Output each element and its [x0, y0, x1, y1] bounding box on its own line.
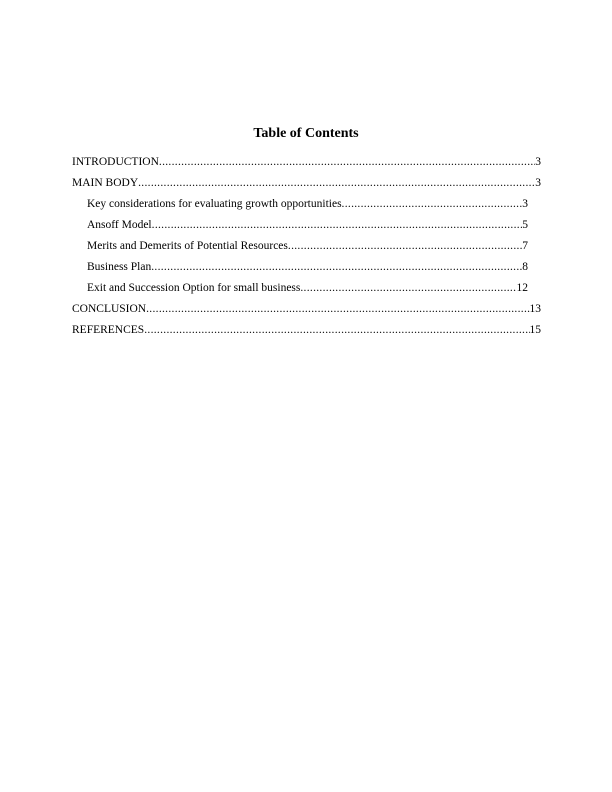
dot-leader	[159, 155, 535, 169]
toc-entry-label: CONCLUSION	[72, 303, 147, 315]
toc-entry-ansoff-model[interactable]	[87, 218, 528, 232]
toc-entry-main-body[interactable]	[72, 176, 541, 190]
toc-page-number: 12	[516, 282, 528, 294]
toc-entry-label: Ansoff Model	[87, 219, 152, 231]
toc-entry-label: Key considerations for evaluating growth opportunities	[87, 198, 342, 210]
dot-leader	[342, 197, 523, 211]
toc-entry-label: Business Plan	[87, 261, 152, 273]
dot-leader	[152, 218, 523, 232]
toc-page-number: 8	[522, 261, 528, 273]
toc-page-number: 3	[535, 156, 541, 168]
dot-leader	[146, 302, 529, 316]
toc-page-number: 15	[529, 324, 541, 336]
toc-entry-label: REFERENCES	[72, 324, 145, 336]
dot-leader	[138, 176, 535, 190]
dot-leader	[144, 323, 529, 337]
toc-entry-exit-succession[interactable]	[87, 281, 528, 295]
toc-page-number: 13	[529, 303, 541, 315]
toc-entry-introduction[interactable]	[72, 155, 541, 169]
dot-leader	[300, 281, 516, 295]
toc-entry-key-considerations[interactable]	[87, 197, 528, 211]
toc-entry-business-plan[interactable]	[87, 260, 528, 274]
dot-leader	[288, 239, 522, 253]
toc-entry-label: Merits and Demerits of Potential Resources	[87, 240, 288, 252]
toc-entry-label: MAIN BODY	[72, 177, 139, 189]
toc-page-number: 3	[535, 177, 541, 189]
toc-page-number: 7	[522, 240, 528, 252]
toc-page-number: 3	[522, 198, 528, 210]
toc-entry-merits-demerits[interactable]	[87, 239, 528, 253]
toc-entry-references[interactable]	[72, 323, 541, 337]
toc-entry-conclusion[interactable]	[72, 302, 541, 316]
toc-entry-label: Exit and Succession Option for small business	[87, 282, 301, 294]
dot-leader	[151, 260, 522, 274]
toc-entry-label: INTRODUCTION	[72, 156, 159, 168]
toc-page-number: 5	[522, 219, 528, 231]
toc-title: Table of Contents	[253, 126, 359, 141]
